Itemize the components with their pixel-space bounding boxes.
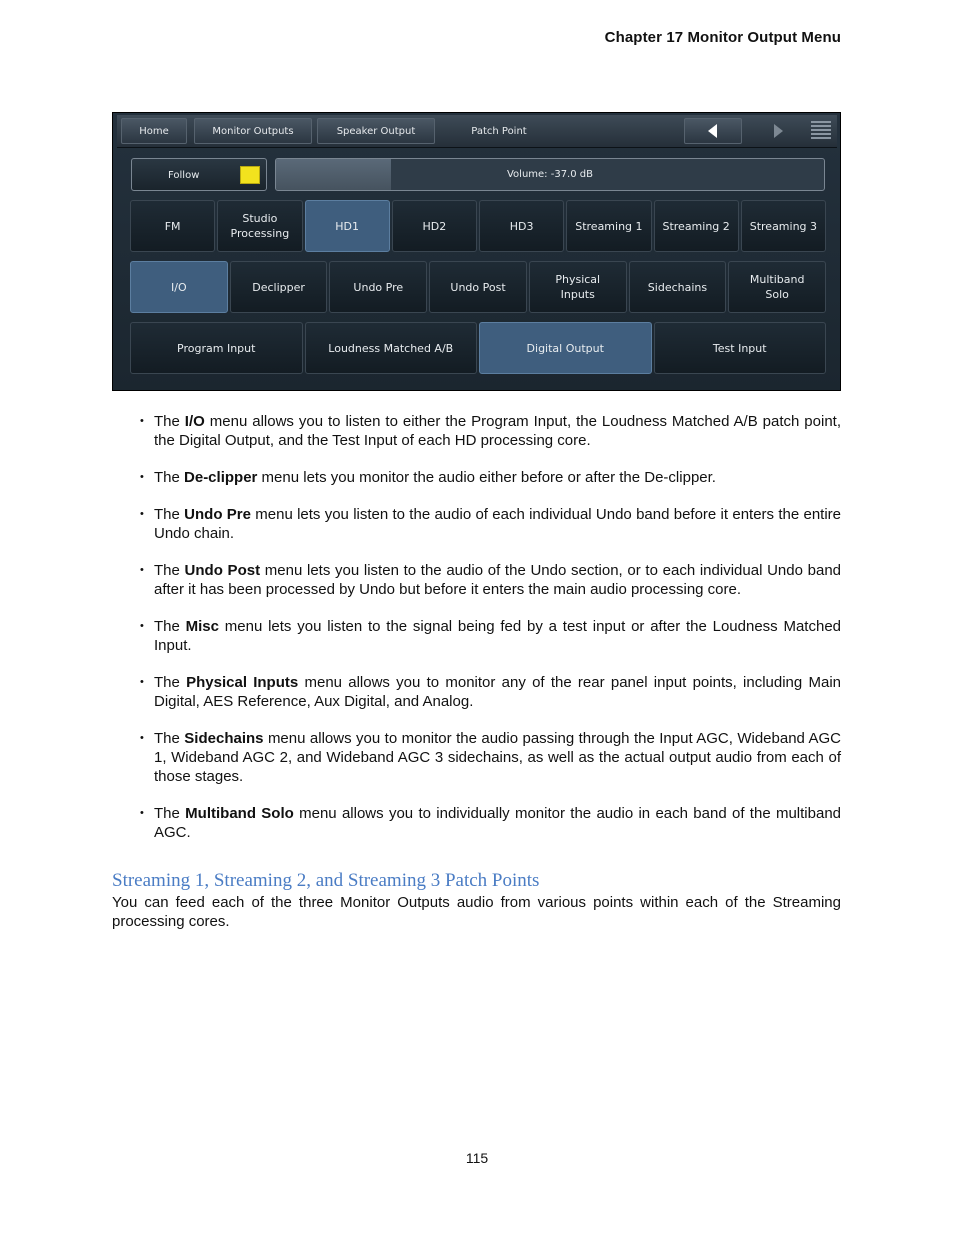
bullet-text-post: menu allows you to individually monitor the audio in each band of the multiband AGC. xyxy=(154,805,842,841)
bullet-text-post: menu lets you listen to the audio of each individual Undo band before it enters the entire Undo chain. xyxy=(154,506,842,542)
bullet-text-pre: The xyxy=(154,730,185,747)
patch-point-row xyxy=(130,322,826,374)
menu-button-sidechains[interactable]: Sidechains xyxy=(629,261,727,313)
core-button-studio-processing[interactable]: Studio Processing xyxy=(217,200,302,252)
bullet-term: Sidechains xyxy=(184,730,264,747)
bullet-text-post: menu lets you listen to the signal being fed by a test input or after the Loudness Matched Input. xyxy=(154,618,841,654)
section-heading: Streaming 1, Streaming 2, and Streaming 3 Patch Points xyxy=(112,870,540,891)
core-button-fm[interactable]: FM xyxy=(130,200,215,252)
bullet-item xyxy=(140,729,841,786)
bullet-item xyxy=(140,505,841,543)
right-arrow-icon xyxy=(772,124,784,138)
bullet-text-post: menu allows you to listen to either the Program Input, the Loudness Matched A/B patch point, the Digital Output, and the Test Input of each HD processing core. xyxy=(154,413,841,449)
core-button-streaming-1[interactable]: Streaming 1 xyxy=(566,200,651,252)
point-button-digital-output[interactable]: Digital Output xyxy=(479,322,652,374)
core-button-hd2[interactable]: HD2 xyxy=(392,200,477,252)
core-button-streaming-3[interactable]: Streaming 3 xyxy=(741,200,826,252)
bullet-text-pre: The xyxy=(154,618,186,635)
core-button-hd3[interactable]: HD3 xyxy=(479,200,564,252)
bullet-term: Multiband Solo xyxy=(185,805,294,822)
point-button-loudness-matched-a-b[interactable]: Loudness Matched A/B xyxy=(305,322,478,374)
bullet-term: Undo Pre xyxy=(184,506,251,523)
monitor-outputs-button[interactable]: Monitor Outputs xyxy=(194,118,312,144)
follow-button[interactable] xyxy=(131,158,267,191)
bullet-text-post: menu lets you monitor the audio either before or after the De-clipper. xyxy=(257,469,716,486)
bullet-dot: • xyxy=(140,508,144,520)
bullet-dot: • xyxy=(140,620,144,632)
follow-indicator xyxy=(240,166,260,184)
point-button-test-input[interactable]: Test Input xyxy=(654,322,827,374)
bullet-item xyxy=(140,468,841,487)
menu-button-physical-inputs[interactable]: Physical Inputs xyxy=(529,261,627,313)
bullet-dot: • xyxy=(140,415,144,427)
bullet-term: Physical Inputs xyxy=(186,674,299,691)
volume-slider[interactable] xyxy=(275,158,825,191)
menu-description-list xyxy=(140,412,841,860)
menu-button-declipper[interactable]: Declipper xyxy=(230,261,328,313)
bullet-term: Misc xyxy=(185,618,219,635)
bullet-item xyxy=(140,412,841,450)
bullet-dot: • xyxy=(140,564,144,576)
home-button[interactable]: Home xyxy=(121,118,187,144)
bullet-text-pre: The xyxy=(154,469,185,486)
left-arrow-icon xyxy=(707,124,719,138)
forward-button[interactable] xyxy=(749,118,807,144)
back-button[interactable] xyxy=(684,118,742,144)
bullet-text-pre: The xyxy=(154,805,186,822)
page-header: Chapter 17 Monitor Output Menu xyxy=(604,29,841,46)
bullet-item xyxy=(140,561,841,599)
page-number: 115 xyxy=(465,1150,489,1166)
follow-label: Follow xyxy=(168,170,200,181)
bullet-term: I/O xyxy=(184,413,205,430)
bullet-dot: • xyxy=(140,732,144,744)
bullet-dot: • xyxy=(140,471,144,483)
monitor-output-screenshot xyxy=(112,112,841,391)
bullet-item xyxy=(140,804,841,842)
section-paragraph: You can feed each of the three Monitor Outputs audio from various points within each of the Streaming processing cores. xyxy=(112,894,841,930)
volume-label: Volume: -37.0 dB xyxy=(506,169,593,180)
bullet-text-pre: The xyxy=(154,674,187,691)
core-selector-row xyxy=(130,200,826,252)
menu-button-undo-pre[interactable]: Undo Pre xyxy=(329,261,427,313)
patch-point-label: Patch Point xyxy=(471,125,527,137)
bullet-term: De-clipper xyxy=(184,469,258,486)
menu-button-undo-post[interactable]: Undo Post xyxy=(429,261,527,313)
menu-button-i-o[interactable]: I/O xyxy=(130,261,228,313)
menu-selector-row xyxy=(130,261,826,313)
bullet-text-pre: The xyxy=(154,562,185,579)
bullet-text-pre: The xyxy=(154,413,185,430)
hamburger-menu-icon[interactable] xyxy=(811,121,831,143)
bullet-dot: • xyxy=(140,807,144,819)
bullet-text-post: menu allows you to monitor the audio passing through the Input AGC, Wideband AGC 1, Wideband AGC 2, and Wideband AGC 3 sidechains, as well as the actual output audio from each of those stages. xyxy=(154,730,842,785)
bullet-text-post: menu lets you listen to the audio of the Undo section, or to each individual Undo band after it has been processed by Undo but before it enters the main audio processing core. xyxy=(154,562,842,598)
bullet-item xyxy=(140,617,841,655)
menu-button-multiband-solo[interactable]: Multiband Solo xyxy=(728,261,826,313)
bullet-text-pre: The xyxy=(154,506,185,523)
bullet-text-post: menu allows you to monitor any of the rear panel input points, including Main Digital, AES Reference, Aux Digital, and Analog. xyxy=(154,674,841,710)
core-button-hd1[interactable]: HD1 xyxy=(305,200,390,252)
bullet-item xyxy=(140,673,841,711)
bullet-term: Undo Post xyxy=(184,562,261,579)
bullet-dot: • xyxy=(140,676,144,688)
core-button-streaming-2[interactable]: Streaming 2 xyxy=(654,200,739,252)
point-button-program-input[interactable]: Program Input xyxy=(130,322,303,374)
top-navigation-bar xyxy=(117,115,837,148)
speaker-output-button[interactable]: Speaker Output xyxy=(317,118,435,144)
